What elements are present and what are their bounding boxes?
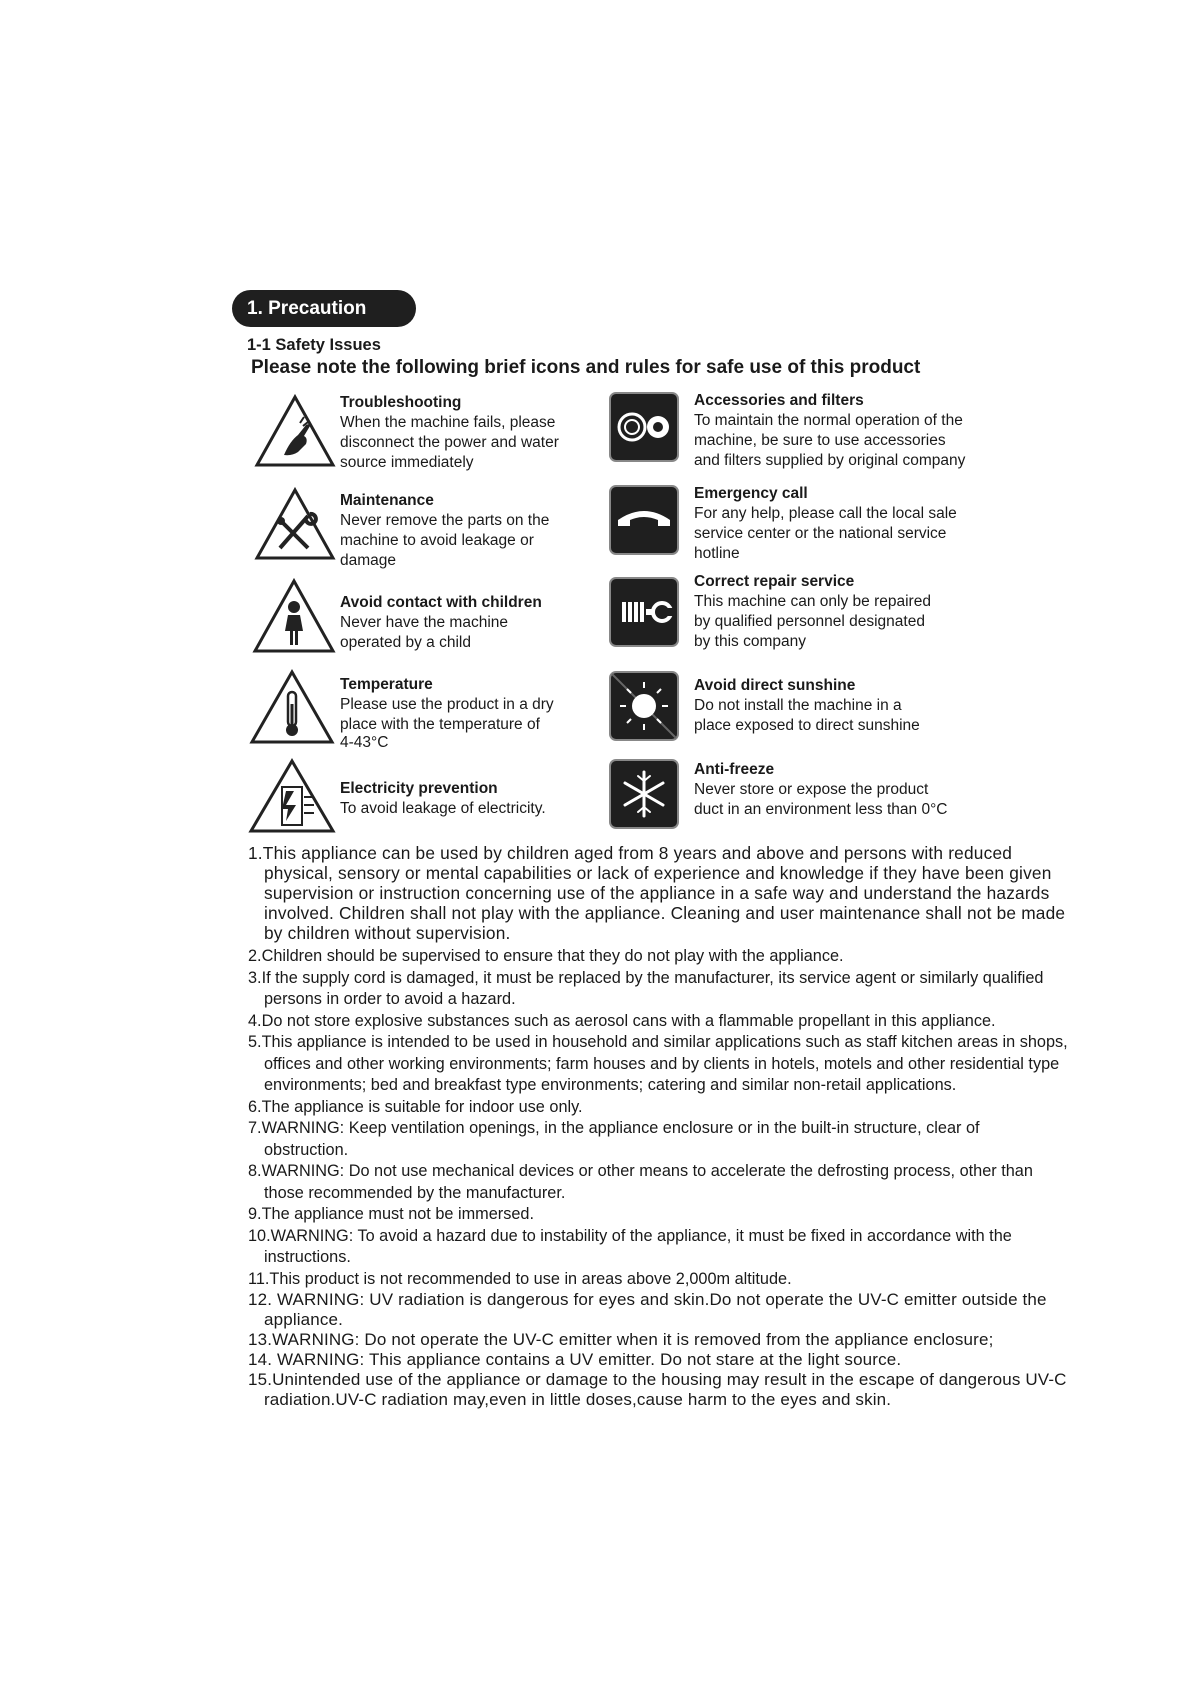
icon-item-desc: 4-43°C (340, 734, 389, 751)
icon-item-desc: This machine can only be repaired (694, 593, 931, 610)
repair-icon (608, 576, 680, 648)
icon-item-desc: duct in an environment less than 0°C (694, 801, 948, 818)
rule-item: 9.The appliance must not be immersed. (248, 1205, 534, 1223)
icon-item-desc: To maintain the normal operation of the (694, 412, 963, 429)
icon-item-desc: disconnect the power and water (340, 434, 559, 451)
icon-item-desc: Please use the product in a dry (340, 696, 554, 713)
rule-item: 15.Unintended use of the appliance or damage to the housing may result in the escape of dangerous UV-C radiation.UV-C radiation may,even in little doses,cause harm to the eyes and skin. (248, 1370, 1067, 1409)
safety-rules-list (248, 843, 1068, 1410)
icon-item-title: Avoid direct sunshine (694, 677, 856, 694)
icon-item-desc: by this company (694, 633, 806, 650)
icon-item-desc: When the machine fails, please (340, 414, 556, 431)
icon-item-desc: hotline (694, 545, 740, 562)
icon-item-desc: operated by a child (340, 634, 471, 651)
rule-item: 6.The appliance is suitable for indoor use only. (248, 1097, 583, 1116)
section-subtitle: 1-1 Safety Issues (247, 336, 381, 354)
rule-item: 4.Do not store explosive substances such as aerosol cans with a flammable propellant in this appliance. (248, 1011, 996, 1030)
icon-item-title: Avoid contact with children (340, 594, 542, 611)
rule-item: 1.This appliance can be used by children aged from 8 years and above and persons with reduced physical, sensory or mental capabilities or lack of experience and knowledge if they have been given supervision or instruction concerning use of the appliance in a safe way and understand the hazards involved. Children shall not play with the appliance. Cleaning and user maintenance shall not be made by children without supervision. (248, 843, 1066, 943)
rule-item: 2.Children should be supervised to ensure that they do not play with the appliance. (248, 947, 844, 965)
icon-item-title: Correct repair service (694, 573, 855, 590)
icon-item-desc: service center or the national service (694, 525, 947, 542)
rule-item: 11.This product is not recommended to use in areas above 2,000m altitude. (248, 1269, 792, 1288)
warning-tools-icon (254, 486, 336, 562)
icon-item-title: Electricity prevention (340, 780, 498, 797)
icon-item-desc: place with the temperature of (340, 716, 540, 733)
icon-item-desc: Never remove the parts on the (340, 512, 550, 529)
icon-item-title: Anti-freeze (694, 761, 775, 778)
icon-item-desc: machine to avoid leakage or (340, 532, 534, 549)
icon-item-desc: source immediately (340, 454, 474, 471)
icon-item-title: Temperature (340, 676, 433, 693)
icon-item-title: Accessories and filters (694, 392, 864, 409)
warning-thermometer-icon (249, 668, 335, 746)
rule-item: 7.WARNING: Keep ventilation openings, in the appliance enclosure or in the built-in structure, clear of obstruction. (248, 1119, 980, 1159)
icon-item-desc: For any help, please call the local sale (694, 505, 957, 522)
icon-item-desc: place exposed to direct sunshine (694, 717, 920, 734)
icon-item-desc: machine, be sure to use accessories (694, 432, 946, 449)
warning-electricity-icon (248, 757, 336, 835)
section-lead: Please note the following brief icons and rules for safe use of this product (251, 357, 921, 378)
rule-item: 13.WARNING: Do not operate the UV-C emitter when it is removed from the appliance enclosure; (248, 1330, 994, 1349)
rule-item: 3.If the supply cord is damaged, it must be replaced by the manufacturer, its service agent or similarly qualified persons in order to avoid a hazard. (248, 968, 1044, 1008)
rule-item: 14. WARNING: This appliance contains a UV emitter. Do not stare at the light source. (248, 1350, 902, 1369)
icon-item-title: Maintenance (340, 492, 434, 509)
icon-item-desc: and filters supplied by original company (694, 452, 966, 469)
filter-icon (608, 391, 680, 463)
icon-item-desc: damage (340, 552, 397, 569)
rule-item: 8.WARNING: Do not use mechanical devices or other means to accelerate the defrosting process, other than those recommended by the manufacturer. (248, 1162, 1033, 1202)
rule-item: 10.WARNING: To avoid a hazard due to instability of the appliance, it must be fixed in accordance with the instructions. (248, 1226, 1012, 1266)
section-title-pill: 1. Precaution (232, 290, 416, 327)
sun-icon (608, 670, 680, 742)
icon-item-title: Troubleshooting (340, 394, 462, 411)
icon-item-title: Emergency call (694, 485, 808, 502)
icon-item-desc: To avoid leakage of electricity. (340, 800, 546, 817)
rule-item: 12. WARNING: UV radiation is dangerous for eyes and skin.Do not operate the UV-C emitter outside the appliance. (248, 1290, 1047, 1329)
icon-item-desc: Never store or expose the product (694, 781, 929, 798)
icon-item-desc: by qualified personnel designated (694, 613, 925, 630)
warning-hand-icon (254, 393, 336, 469)
phone-icon (608, 484, 680, 556)
snowflake-icon (608, 758, 680, 830)
icon-item-desc: Never have the machine (340, 614, 509, 631)
rule-item: 5.This appliance is intended to be used in household and similar applications such as staff kitchen areas in shops, offices and other working environments; farm houses and by clients in hotels, motels and other residential type environments; bed and breakfast type environments; catering and similar non-retail applications. (248, 1033, 1068, 1094)
icon-item-desc: Do not install the machine in a (694, 697, 902, 714)
warning-child-icon (252, 577, 336, 655)
